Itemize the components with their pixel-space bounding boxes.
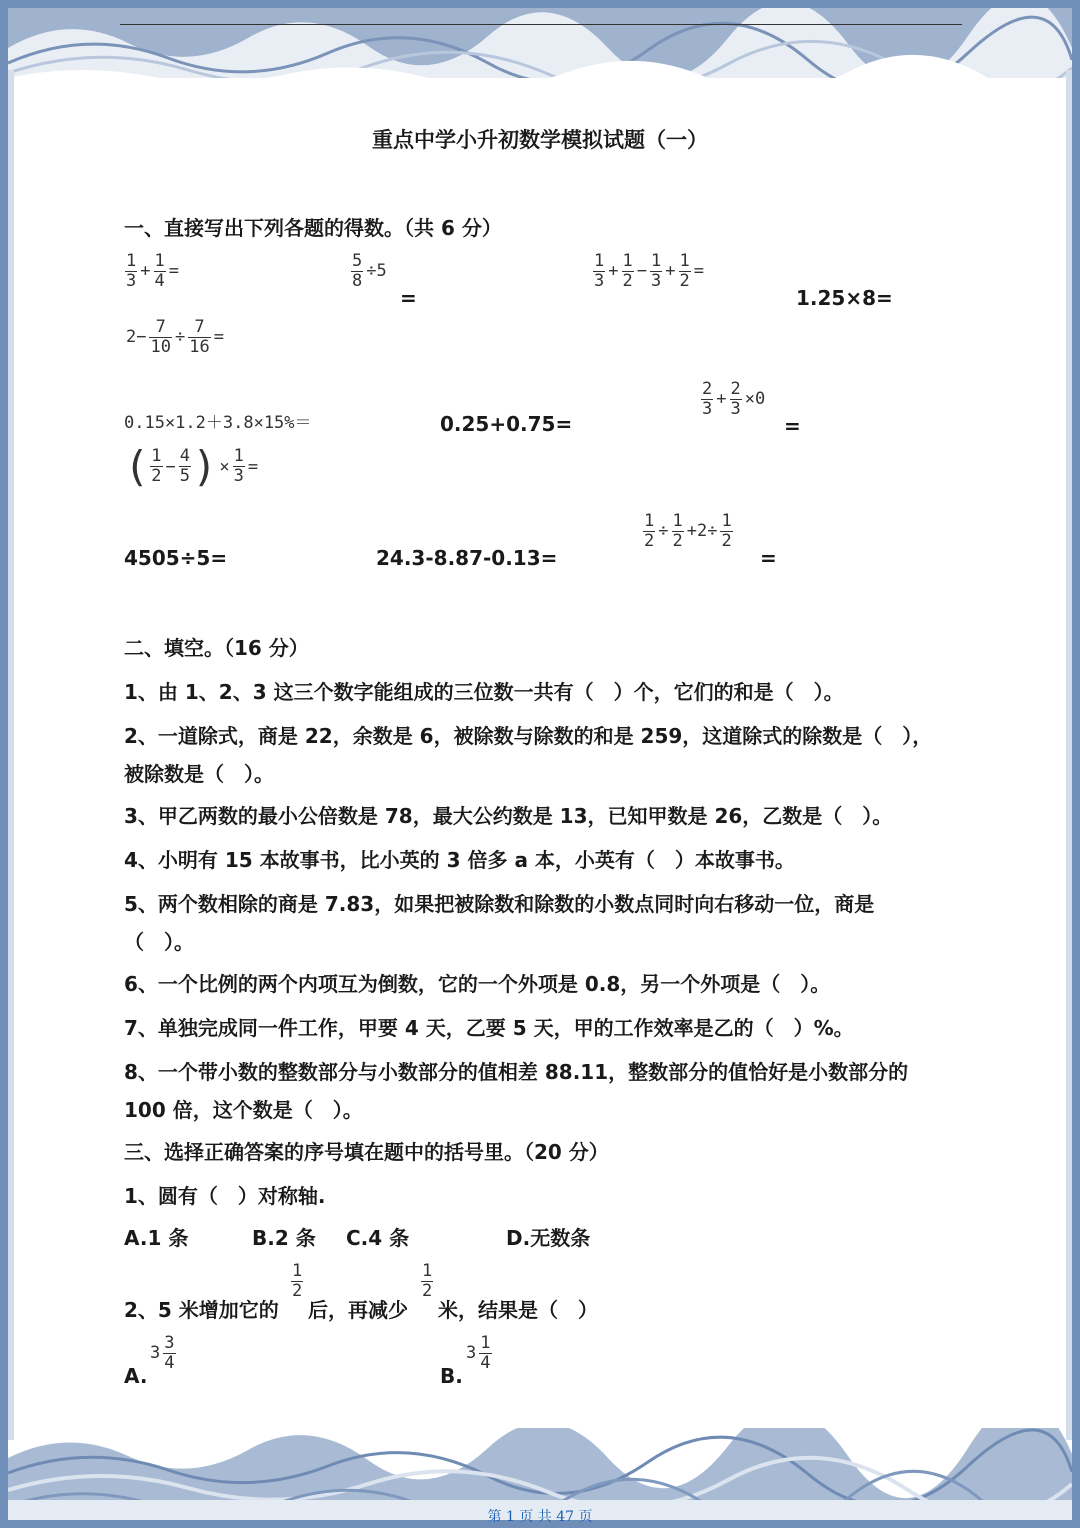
choice-q1-option-c: C.4 条 [346, 1226, 410, 1250]
expr-3-1: 0.15×1.2＋3.8×15%＝ [124, 413, 312, 433]
expr-5-3-equals: = [760, 546, 777, 570]
fill-item-7: 7、单独完成同一件工作，甲要 4 天，乙要 5 天，甲的工作效率是乙的（ ）%。 [124, 1016, 854, 1040]
fill-item-3: 3、甲乙两数的最小公倍数是 78，最大公约数是 13，已知甲数是 26，乙数是（ ）。 [124, 804, 893, 828]
page-title: 重点中学小升初数学模拟试题（一） [372, 128, 708, 152]
expr-1-2: $\frac{5}{8}$ ÷5 [352, 251, 387, 291]
fill-item-1: 1、由 1、2、3 这三个数字能组成的三位数一共有（ ）个，它们的和是（ ）。 [124, 680, 844, 704]
expr-1-3: $\frac{1}{3}$ + $\frac{1}{2}$ − $\frac{1}{3}$ + $\frac{1}{2}$ = [594, 251, 704, 291]
expr-3-3: $\frac{2}{3}$ + $\frac{2}{3}$ ×0 [702, 379, 766, 419]
section2-heading: 二、填空。（16 分） [124, 636, 309, 660]
expr-1-4: 1.25×8= [796, 286, 893, 310]
choice-q2-frac-1: $\frac{1}{2}$ [292, 1261, 303, 1301]
expr-5-3: $\frac{1}{2}$ ÷ $\frac{1}{2}$ +2÷ $\frac{1}{2}$ [644, 511, 732, 551]
choice-q1: 1、圆有（ ）对称轴. [124, 1184, 326, 1208]
choice-q1-option-b: B.2 条 [252, 1226, 316, 1250]
expr-5-2: 24.3-8.87-0.13= [376, 546, 558, 570]
choice-q2-option-a-label: A. [124, 1364, 148, 1388]
choice-q2-frac-2: $\frac{1}{2}$ [422, 1261, 433, 1301]
expr-3-3-equals: = [784, 414, 801, 438]
expr-4-1: ( $\frac{1}{2}$ − $\frac{4}{5}$ ) × $\frac{1}{3}$ = [124, 442, 259, 491]
choice-q2-option-a-value: 3 $\frac{3}{4}$ [150, 1333, 175, 1373]
side-border-right [1066, 70, 1072, 1440]
page-footer: 第 1 页 共 47 页 [487, 1509, 593, 1525]
fill-item-8-cont: 100 倍，这个数是（ ）。 [124, 1098, 363, 1122]
fill-item-5-cont: （ ）。 [124, 930, 194, 954]
choice-q1-option-d: D.无数条 [506, 1226, 591, 1250]
expr-2-1: 2− $\frac{7}{10}$ ÷ $\frac{7}{16}$ = [126, 317, 224, 357]
header-rule [120, 24, 962, 25]
choice-q2-part-c: 米，结果是（ ） [438, 1298, 598, 1322]
fill-item-6: 6、一个比例的两个内项互为倒数，它的一个外项是 0.8，另一个外项是（ ）。 [124, 972, 831, 996]
fill-item-8: 8、一个带小数的整数部分与小数部分的值相差 88.11，整数部分的值恰好是小数部分的 [124, 1060, 909, 1084]
expr-5-1: 4505÷5= [124, 546, 228, 570]
section3-heading: 三、选择正确答案的序号填在题中的括号里。（20 分） [124, 1140, 609, 1164]
choice-q2-option-b-value: 3 $\frac{1}{4}$ [466, 1333, 491, 1373]
choice-q2-part-a: 2、5 米增加它的 [124, 1298, 279, 1322]
expr-3-2: 0.25+0.75= [440, 412, 573, 436]
wave-border-top [8, 8, 1072, 78]
fill-item-2: 2、一道除式，商是 22，余数是 6，被除数与除数的和是 259，这道除式的除数是（ ）， [124, 724, 933, 748]
fill-item-4: 4、小明有 15 本故事书，比小英的 3 倍多 a 本，小英有（ ）本故事书。 [124, 848, 795, 872]
choice-q2-part-b: 后，再减少 [308, 1298, 408, 1322]
expr-1-2-equals: = [400, 286, 417, 310]
choice-q2-option-b-label: B. [440, 1364, 463, 1388]
fill-item-5: 5、两个数相除的商是 7.83，如果把被除数和除数的小数点同时向右移动一位，商是 [124, 892, 875, 916]
section1-heading: 一、直接写出下列各题的得数。（共 6 分） [124, 216, 502, 240]
expr-1-1: $\frac{1}{3}$ + $\frac{1}{4}$ = [126, 251, 179, 291]
fill-item-2-cont: 被除数是（ ）。 [124, 762, 274, 786]
choice-q1-option-a: A.1 条 [124, 1226, 189, 1250]
side-border-left [8, 70, 14, 1440]
